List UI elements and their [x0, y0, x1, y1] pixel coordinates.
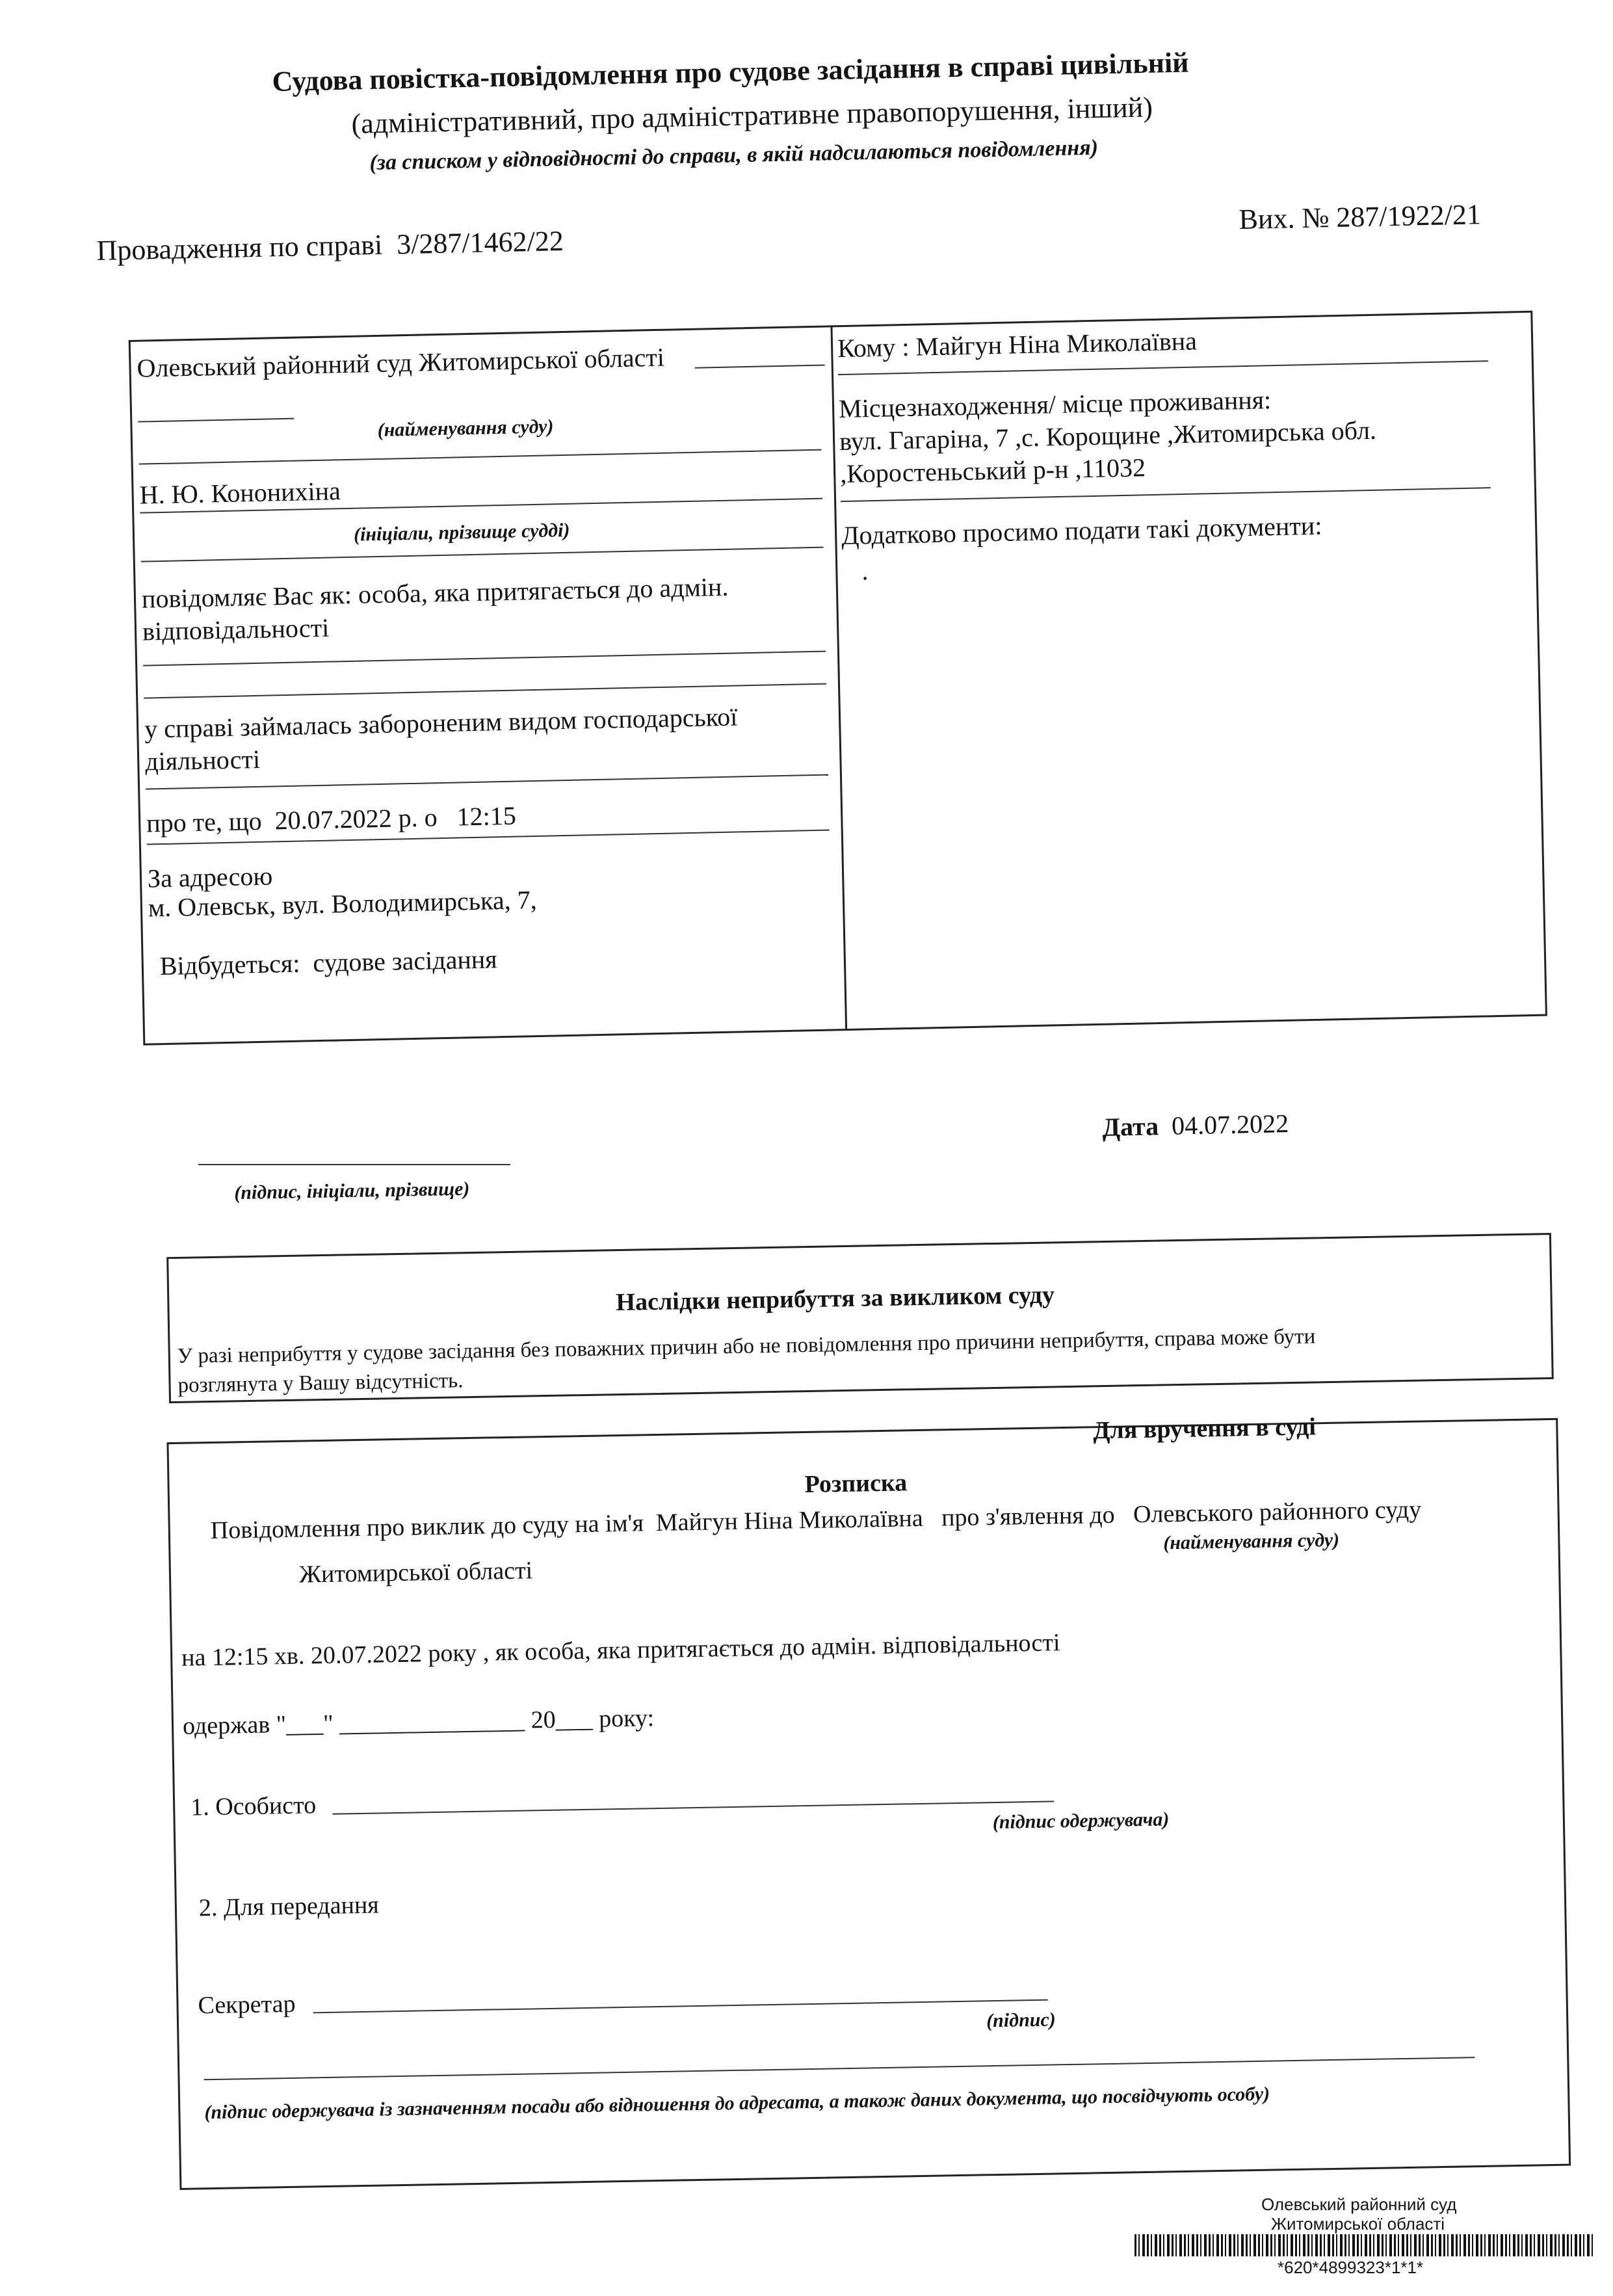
for-court-label: Для вручення в суді	[1092, 1413, 1317, 1445]
event-value: судове засідання	[312, 944, 497, 978]
outgoing-number: Вих. № 287/1922/21	[1239, 198, 1482, 235]
receipt-court-caption: (найменування суду)	[1163, 1529, 1340, 1554]
secretary-caption: (підпис)	[986, 2009, 1056, 2032]
event-label: Відбудеться:	[159, 948, 300, 981]
time-prefix: р. о	[398, 802, 438, 833]
case-line1: у справі займалась забороненим видом господарської	[144, 702, 738, 744]
consequences-text-line2: розглянута у Вашу відсутність.	[177, 1369, 464, 1397]
document-title: Судова повістка-повідомлення про судове засідання в справі цивільній	[272, 46, 1189, 98]
for-transfer-label: 2. Для передання	[198, 1891, 380, 1922]
court-name: Олевський районний суд Житомирської області	[137, 342, 665, 383]
recipient-label: Кому :	[837, 332, 910, 363]
receipt-time-line: на 12:15 хв. 20.07.2022 року , як особа, яка притягається до адмін. відповідальності	[181, 1629, 1060, 1672]
receipt-name: Майгун Ніна Миколаївна	[655, 1504, 924, 1537]
personally-label: 1. Особисто	[190, 1791, 317, 1821]
notify-as-line2: відповідальності	[142, 613, 330, 646]
receiver-caption: (підпис одержувача із зазначенням посади або відношення до адресата, а також даних документа, що посвідчують особу)	[204, 2083, 1270, 2124]
address-line2: ,Коростеньський р-н ,11032	[839, 453, 1146, 489]
case-label: Провадження по справі	[96, 228, 383, 267]
consequences-title: Наслідки неприбуття за викликом суду	[616, 1281, 1055, 1317]
signature-caption: (підпис, ініціали, прізвище)	[234, 1178, 470, 1204]
document-subtitle: (адміністративний, про адміністративне правопорушення, інший)	[351, 91, 1153, 140]
court-address: м. Олевськ, вул. Володимирська, 7,	[148, 885, 538, 923]
documents-label: Додатково просимо подати такі документи:	[841, 510, 1322, 551]
date-value: 04.07.2022	[1171, 1108, 1289, 1141]
personally-caption: (підпис одержувача)	[992, 1808, 1170, 1834]
location-label: Місцезнаходження/ місце проживання:	[838, 385, 1272, 424]
documents-value: .	[861, 556, 869, 586]
receipt-court: Олевського районного суду	[1133, 1496, 1422, 1529]
barcode-image	[1134, 2234, 1593, 2256]
stamp-line2: Житомирської області	[1271, 2214, 1445, 2234]
court-caption: (найменування суду)	[377, 416, 554, 441]
case-number: 3/287/1462/22	[396, 224, 564, 261]
secretary-label: Секретар	[198, 1990, 296, 2020]
receipt-court-line2: Житомирської області	[298, 1557, 533, 1589]
date-label: Дата	[1102, 1111, 1159, 1142]
receipt-line1-prefix: Повідомлення про виклик до суду на ім'я	[210, 1509, 644, 1544]
about-label: про те, що	[146, 806, 263, 838]
document-note: (за списком у відповідності до справи, в якій надсилаються повідомлення)	[369, 135, 1099, 175]
case-line2: діяльності	[144, 744, 261, 776]
judge-caption: (ініціали, прізвище судді)	[353, 519, 570, 546]
judge-name: Н. Ю. Кононихіна	[139, 476, 341, 510]
receipt-title: Розписка	[804, 1469, 908, 1499]
address-line1: вул. Гагаріна, 7 ,с. Корощине ,Житомирська обл.	[839, 415, 1377, 456]
stamp-line1: Олевський районний суд	[1261, 2195, 1457, 2214]
hearing-date: 20.07.2022	[274, 803, 393, 836]
consequences-text-line1: У разі неприбуття у судове засідання без поважних причин або не повідомлення про причини неприбуття, справа може бути	[177, 1325, 1316, 1368]
notify-as-line1: повідомляє Вас як: особа, яка притягається до адмін.	[141, 572, 729, 614]
address-label: За адресою	[147, 861, 273, 893]
recipient-name: Майгун Ніна Миколаївна	[915, 326, 1198, 362]
barcode-text: *620*4899323*1*1*	[1278, 2258, 1424, 2277]
receipt-line1-mid: про з'явлення до	[941, 1501, 1115, 1532]
received-line: одержав "___" _______________ 20___ року:	[182, 1704, 655, 1740]
hearing-time: 12:15	[456, 800, 517, 832]
